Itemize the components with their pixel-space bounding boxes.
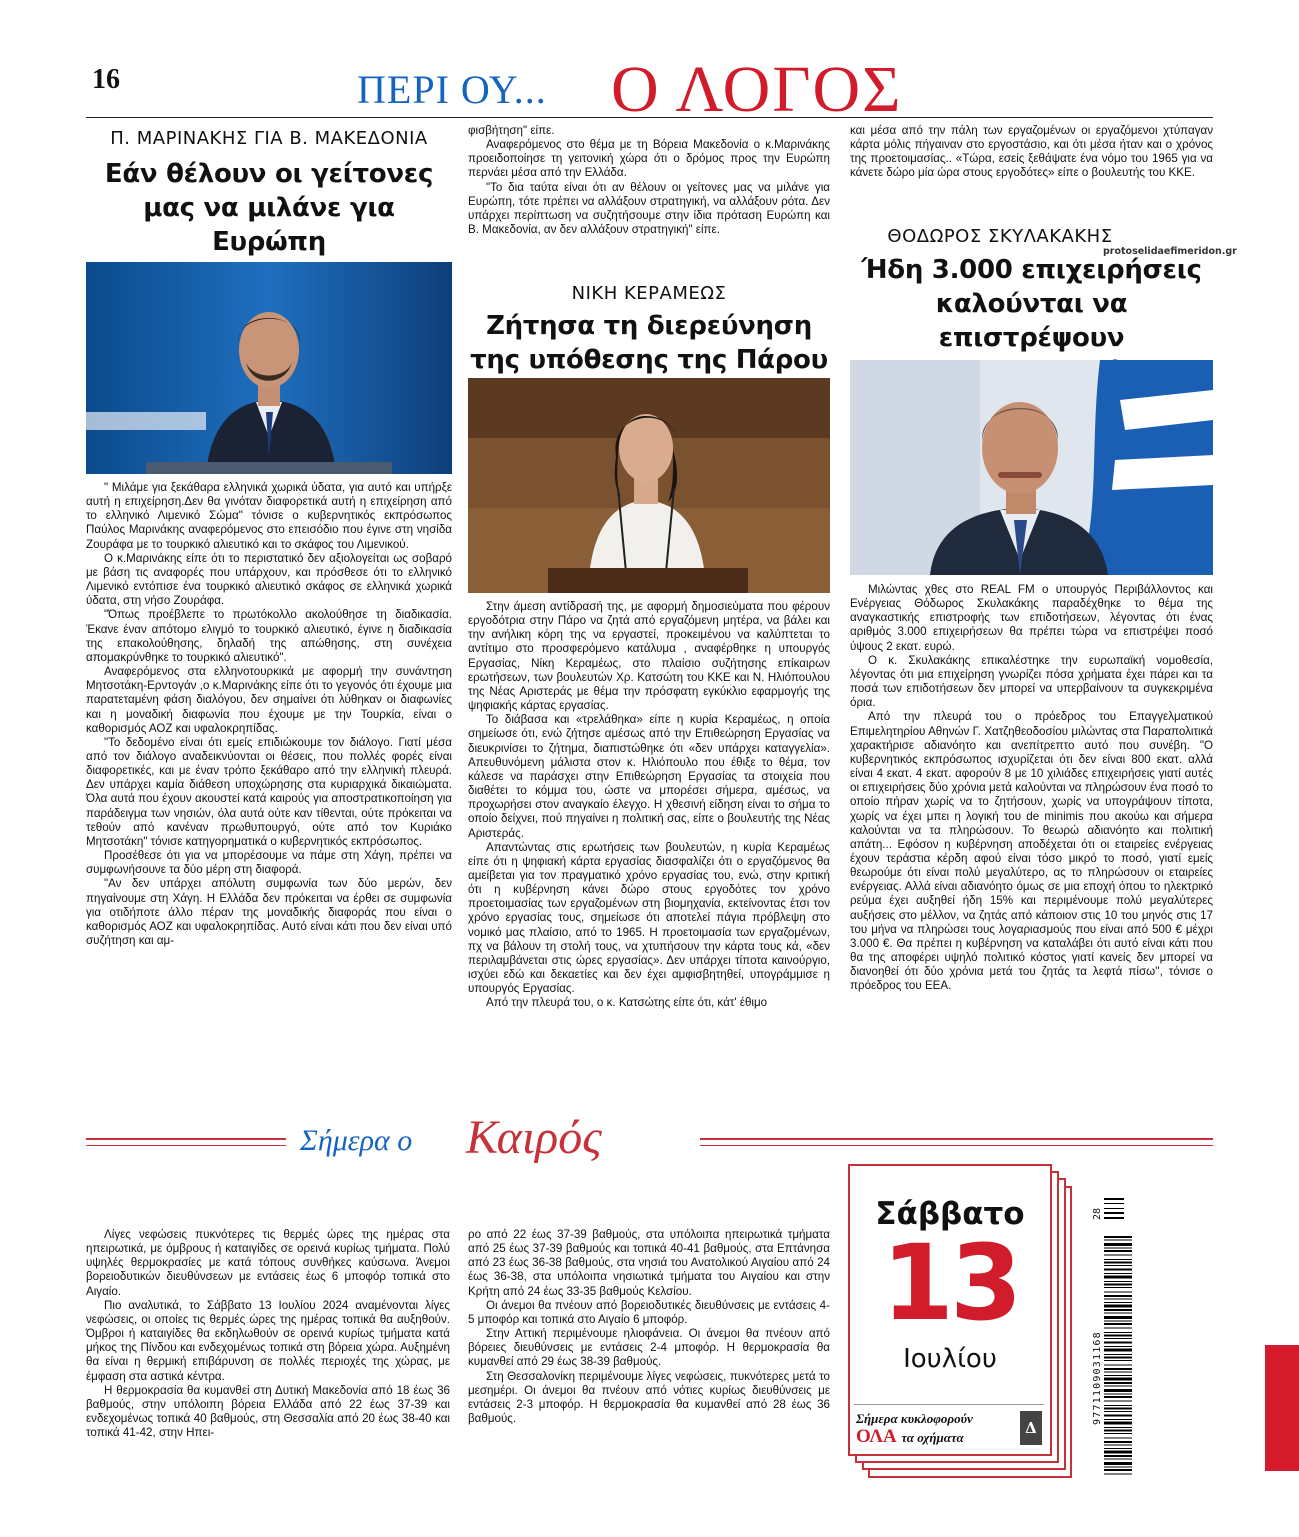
article3-paragraph: Από την πλευρά του ο πρόεδρος του Επαγγελματικού Επιμελητηρίου Αθηνών Γ. Χατζηθεοδοσίου μιλώντας στα Παραπολιτικά χαρακτήρισε αδιανόητο και ανεπίτρεπτο αυτό που συνέβη. "Ο κυβερνητικός εκπρόσωπος ισχυρίζεται ότι δεν είναι 800 εκατ. αλλά είναι 4 εκατ. 4 εκατ. αφορούν 8 με 10 χιλιάδες επιχειρήσεις γιατί αυτές οι επιχειρήσεις δύο χρόνια μετά καλούνται να πληρώσουν ένα ποσό το οποίο πήραν χωρίς να το ζητήσουν, χωρίς να υπογράψουν τίποτα, χωρίς να έχει μπει η λογική του de minimis που ακούω και σήμερα καλούνται να τα πληρώσουν. Το θεωρώ αδιανόητο και πολιτική απάτη... Εφόσον η κυβέρνηση αποδέχεται ότι οι εταιρείες ενέργειας έχουν τεράστια κέρδη αφού είναι τόσο μικρό το ποσό, γιατί εμείς θεωρούμε ότι είναι πολύ μεγαλύτερο, ας το πληρώσουν οι εταιρείες ενέργειας. Αλλά είναι αδιανόητο όμως σε μια εποχή όπου το ηλεκτρικό ρεύμα έχει αυξηθεί ήδη 15% και περιμένουμε πολύ μεγαλύτερες αυξήσεις στο μέλλον, να ζητάς από κάποιον στις 10 του μηνός στις 17 του μήνα να πληρώσει τους λογαριασμούς που είναι από 500 € μέχρι 3.000 €. Θα πρέπει η κυβέρνηση να καταλάβει ότι αυτό είναι κάτι που θα της αποφέρει υψηλό πολιτικό κόστος γιατί κανείς δεν μπορεί να διανοηθεί ότι δύο χρόνια μετά του ζητάς τα λεφτά πίσω'', τόνισε ο πρόεδρος του ΕΕΑ. — [850, 710, 1213, 993]
barcode-bar — [1104, 1335, 1132, 1337]
barcode-bar — [1104, 1269, 1132, 1271]
barcode-bar — [1104, 1292, 1132, 1293]
article1-kicker: Π. ΜΑΡΙΝΑΚΗΣ ΓΙΑ Β. ΜΑΚΕΔΟΝΙΑ — [110, 128, 428, 149]
weather-title-prefix: Σήμερα ο — [300, 1124, 413, 1157]
article1-paragraph: " Μιλάμε για ξεκάθαρα ελληνικά χωρικά ύδατα, για αυτό και υπήρξε αυτή η επιχείρηση.Δεν θα γινόταν διαφορετικά αυτή η επιχείρηση από το ελληνικό Λιμενικό Σώμα" τόνισε ο κυβερνητικός εκπρόσωπος Παύλος Μαρινάκης αναφερόμενος στο επεισόδιο που έγινε στη νησίδα Ζουράφα με το τουρκικό αλιευτικό και το σκάφος του Λιμενικού. — [86, 481, 452, 551]
weather-paragraph: Πιο αναλυτικά, το Σάββατο 13 Ιουλίου 2024 αναμένονται λίγες νεφώσεις, οι οποίες τις θερμές ώρες της ημέρας τοπικά θα αυξηθούν. Όμβροι ή καταιγίδες θα εκδηλωθούν σε ορεινά κυρίως τμήματα κατά μήκος της Πίνδου και ενδεχομένως τοπικά στη βόρεια χώρα. Αυξημένη θα είναι η θερμική επιβάρυνση σε πολλές περιοχές της χώρας, με έμφαση στα αστικά κέντρα. — [86, 1298, 450, 1383]
barcode-bar — [1104, 1323, 1132, 1325]
barcode-bar — [1104, 1338, 1132, 1339]
section-side-tab — [1265, 1345, 1299, 1471]
barcode-bar — [1104, 1419, 1132, 1420]
masthead-title: Ο ΛΟΓΟΣ — [611, 53, 903, 126]
article2-continuation — [850, 124, 1213, 181]
barcode-bar — [1104, 1248, 1132, 1249]
barcode-bar — [1104, 1259, 1132, 1260]
barcode-bar — [1104, 1386, 1132, 1387]
calendar-promo-line2 — [856, 1426, 964, 1448]
calendar-day: Σάββατο — [875, 1196, 1025, 1232]
barcode-bar — [1104, 1243, 1132, 1246]
barcode-bar — [1104, 1302, 1132, 1303]
article1-paragraph: "Αν δεν υπάρχει απόλυτη συμφωνία των δύο μερών, δεν πηγαίνουμε στη Χάγη. Η Ελλάδα δεν πρόκειται να έρθει σε συμφωνία για οτιδήποτε άλλο πέραν της μοναδικής διαφοράς που είναι ο καθορισμός ΑΟΖ και υφαλοκρηπίδας. Αυτό είναι κάτι που δεν είναι υπό συζήτηση και αμ- — [86, 877, 452, 947]
article1-headline-line: Εάν θέλουν οι γείτονες — [104, 159, 434, 189]
barcode-bar — [1104, 1415, 1132, 1417]
skylakakis-portrait-image — [850, 360, 1213, 575]
barcode-bar — [1104, 1265, 1132, 1266]
weather-paragraph: ρο από 22 έως 37-39 βαθμούς, στα υπόλοιπα ηπειρωτικά τμήματα από 25 έως 37-39 βαθμούς και τοπικά 40-41 βαθμούς, στα Επτάνησα από 23 έως 36-38 βαθμούς, στα νησιά του Ανατολικού Αιγαίου από 24 έως 36-38, στα υπόλοιπα νησιωτικά τμήματα του Αιγαίου και στην Κρήτη από 24 έως 33-35 βαθμούς Κελσίου. — [468, 1228, 830, 1298]
barcode-bar — [1104, 1305, 1132, 1308]
barcode-bar — [1104, 1313, 1132, 1314]
barcode-bar — [1104, 1422, 1132, 1425]
article1-body-col2 — [468, 124, 830, 237]
barcode-bar — [1104, 1262, 1132, 1264]
barcode-bar — [1104, 1316, 1132, 1319]
article2-kicker: ΝΙΚΗ ΚΕΡΑΜΕΩΣ — [571, 283, 727, 304]
barcode-bar — [1104, 1378, 1132, 1381]
barcode-bar — [1104, 1411, 1132, 1412]
barcode-bar — [1104, 1469, 1132, 1471]
barcode-bar — [1104, 1451, 1132, 1454]
barcode-digits-column — [1092, 1196, 1104, 1478]
article1-paragraph: Αναφερόμενος στα ελληνοτουρκικά με αφορμή την συνάντηση Μητσοτάκη-Ερντογάν ,ο κ.Μαρινάκης είπε ότι το γεγονός ότι έχουμε μια παρατεταμένη φάση διαλόγου, δεν σημαίνει ότι λύθηκαν οι διαφωνίες και η μοναδική διαφωνία που έχουμε με την Τουρκία, είναι ο καθορισμός ΑΟΖ και υφαλοκρηπίδας. — [86, 665, 452, 735]
calendar-front-sheet — [848, 1164, 1052, 1456]
masthead-rule — [86, 117, 1213, 118]
article2-headline-line: της υπόθεσης της Πάρου — [470, 345, 828, 375]
barcode-bar — [1104, 1448, 1132, 1449]
weather-body-col1 — [86, 1228, 450, 1440]
article3-paragraph: Μιλώντας χθες στο REAL FM ο υπουργός Περιβάλλοντος και Ενέργειας Θόδωρος Σκυλακάκης παραδέχθηκε το θέμα της αναγκαστικής επιστροφής των επιδοτήσεων, λέγοντας ότι ένας αριθμός 3.000 επιχειρήσεων θα πρέπει τώρα να επιστρέψει ποσό ύψους 2 εκατ. ευρώ. — [850, 583, 1213, 653]
barcode-bar — [1104, 1284, 1132, 1286]
calendar-promo-suffix: τα οχήματα — [901, 1430, 964, 1445]
article1-paragraph: Προσέθεσε ότι για να μπορέσουμε να πάμε στη Χάγη, πρέπει να συμφωνήσουνε τα δύο μέρη στη διαφορά. — [86, 849, 452, 877]
article1-paragraph: "Το δια ταύτα είναι ότι αν θέλουν οι γείτονες μας να μιλάνε για Ευρώπη, τότε πρέπει να αλλάξουν στρατηγική, να αλλάξουν ρότα. Δεν υπάρχει περίπτωση να συζητήσουμε στην ίδια πρόταση Ευρώπη και Β. Μακεδονία, αν δεν αλλάξουν στρατηγική" είπε. — [468, 180, 830, 237]
article2-photo — [468, 378, 830, 593]
barcode-bar — [1104, 1299, 1132, 1300]
calendar-promo-line1: Σήμερα κυκλοφορούν — [856, 1411, 973, 1426]
barcode-bar — [1104, 1462, 1132, 1465]
barcode-bar — [1104, 1255, 1132, 1256]
barcode-bar — [1104, 1349, 1132, 1352]
barcode-bar — [1104, 1276, 1132, 1279]
marinakis-portrait-image — [86, 262, 452, 474]
article2-body — [468, 600, 830, 1011]
barcode-bar — [1104, 1309, 1132, 1311]
article1-headline-line: μας να μιλάνε για Ευρώπη — [143, 193, 395, 257]
barcode-bar — [1104, 1217, 1124, 1219]
weather-rule-right-thin — [700, 1145, 1213, 1146]
barcode — [1092, 1196, 1132, 1478]
barcode-bar — [1104, 1203, 1124, 1204]
weather-rule-left — [86, 1138, 286, 1140]
barcode-bar — [1104, 1332, 1132, 1333]
barcode-bar — [1104, 1357, 1132, 1359]
barcode-bar — [1104, 1287, 1132, 1288]
barcode-bars-image — [1104, 1196, 1132, 1478]
weather-paragraph: Στη Θεσσαλονίκη περιμένουμε λίγες νεφώσεις, πυκνότερες μετά το μεσημέρι. Οι άνεμοι θα πνέουν από νότιες κυρίως διευθύνσεις με εντάσεις 2-3 μποφόρ. Η θερμοκρασία θα κυμανθεί από 28 έως 36 βαθμούς. — [468, 1369, 830, 1426]
barcode-bar — [1104, 1281, 1132, 1282]
barcode-bar — [1104, 1433, 1132, 1434]
publisher-logo-icon: Δ — [1020, 1411, 1042, 1445]
article3-kicker: ΘΟΔΩΡΟΣ ΣΚΥΛΑΚΑΚΗΣ — [887, 226, 1113, 247]
barcode-bar — [1104, 1459, 1132, 1460]
calendar-promo-emphasis: ΟΛΑ — [856, 1426, 897, 1447]
barcode-bar — [1104, 1405, 1132, 1406]
weather-rule-right — [700, 1138, 1213, 1140]
calendar-promo — [854, 1404, 1044, 1449]
barcode-bar — [1104, 1236, 1132, 1238]
weather-body-col2 — [468, 1228, 830, 1426]
kerameos-portrait-image — [468, 378, 830, 593]
article3-body — [850, 583, 1213, 994]
barcode-bar — [1104, 1455, 1132, 1457]
barcode-bar — [1104, 1208, 1124, 1209]
article1-body-col1 — [86, 481, 452, 948]
calendar-date: 13 — [881, 1222, 1019, 1344]
watermark-text: protoselidaefimeridon.gr — [1103, 246, 1237, 257]
article3-headline-line: καλούνται να επιστρέψουν — [935, 289, 1128, 353]
barcode-bar — [1104, 1328, 1132, 1329]
weather-paragraph: Λίγες νεφώσεις πυκνότερες τις θερμές ώρες της ημέρας στα ηπειρωτικά, με όμβρους ή καταιγίδες σε ορεινά κυρίως τμήματα. Πολύ υψηλές θερμοκρασίες με κατά τόπους συνθήκες καύσωνα. Άνεμοι βορειοδυτικών διευθύνσεων με εντάσεις έως 6 μποφόρ τοπικά στο Αιγαίο. — [86, 1228, 450, 1298]
weather-rule-left-thin — [86, 1145, 286, 1146]
barcode-bar — [1104, 1372, 1132, 1373]
page-number: 16 — [92, 64, 120, 95]
barcode-bar — [1104, 1360, 1132, 1361]
article2-headline — [468, 309, 830, 377]
weather-paragraph: Η θερμοκρασία θα κυμανθεί στη Δυτική Μακεδονία από 18 έως 36 βαθμούς, στην υπόλοιπη βόρεια Ελλάδα από 22 έως 37-39 και ενδεχομένως τοπικά 40 βαθμούς, στη Θεσσαλία από 20 έως 38-40 και τοπικά 41-42, στην Ηπει- — [86, 1383, 450, 1440]
article3-paragraph: Ο κ. Σκυλακάκης επικαλέστηκε την ευρωπαϊκή νομοθεσία, λέγοντας ότι μια επιχείρηση γνωρίζει πόσα χρήματα έχει πάρει και τα ποσά των επιδοτήσεων δεν μπορεί να υπερβαίνουν τα συγκεκριμένα όρια. — [850, 653, 1213, 710]
barcode-bar — [1104, 1273, 1132, 1274]
barcode-bar — [1104, 1438, 1132, 1439]
barcode-digits: 9771109031168 — [1092, 1331, 1103, 1425]
article3-photo — [850, 360, 1213, 575]
calendar-month: Ιουλίου — [903, 1344, 997, 1374]
barcode-bar — [1104, 1389, 1132, 1392]
barcode-bar — [1104, 1382, 1132, 1384]
article2-continuation-paragraph: και μέσα από την πάλη των εργαζομένων οι εργαζόμενοι χτύπαγαν κάρτα μόλις πήγαιναν στο εργοστάσιο, και ότι μέσα ήταν και ο χρόνος της προετοιμασίας.. «Τώρα, εσείς ξεθάψατε ένα νόμο του 1965 για να κάνετε δώρο μία ώρα στους εργοδότες» είπε ο βουλευτής του ΚΚΕ. — [850, 124, 1213, 180]
barcode-bar — [1104, 1396, 1132, 1398]
weather-paragraph: Οι άνεμοι θα πνέουν από βορειοδυτικές διευθύνσεις με εντάσεις 4-5 μποφόρ και τοπικά στο Αιγαίο 6 μποφόρ. — [468, 1298, 830, 1326]
barcode-bar — [1104, 1198, 1124, 1200]
weather-title: Καιρός — [466, 1111, 602, 1164]
article2-paragraph: Το διάβασα και «τρελάθηκα» είπε η κυρία Κεραμέως, η οποία σημείωσε ότι, ενώ ζήτησε αμέσως από την Επιθεώρηση Εργασίας να διευκρινίσει το ζήτημα, διαπιστώθηκε ότι «δεν υπάρχει καταγγελία». Απευθυνόμενη μάλιστα στον κ. Ηλιόπουλο που έθιξε το θέμα, τον κάλεσε να παράσχει στην Επιθεώρηση Εργασίας τα στοιχεία που διαθέτει το κόμμα του, ώστε να μπορέσει σήμερα, αμέσως, να προχωρήσει στον αναγκαίο έλεγχο. Η χθεσινή είδηση είναι το σήμα το οποίο δείχνει, πού πηγαίνει η πολιτική σας, είπε ο βουλευτής της Νέας Αριστεράς. — [468, 713, 830, 840]
article3-headline-line: Ήδη 3.000 επιχειρήσεις — [861, 255, 1202, 285]
weather-paragraph: Στην Αττική περιμένουμε ηλιοφάνεια. Οι άνεμοι θα πνέουν από βόρειες διευθύνσεις με εντάσεις 2-4 μποφόρ. Η θερμοκρασία θα κυμανθεί από 29 έως 38-39 βαθμούς. — [468, 1327, 830, 1369]
barcode-addon-digits: 28 — [1092, 1207, 1103, 1220]
article2-paragraph: Απαντώντας στις ερωτήσεις των βουλευτών, η κυρία Κεραμέως είπε ότι η ψηφιακή κάρτα εργασίας διασφαλίζει ότι ο εργαζόμενος θα αμείβεται για τον πραγματικό χρόνο εργασίας του, ενώ, στην κριτική ότι η κυβέρνηση κάνει δώρο στους εργοδότες τον χρόνο προετοιμασίας των εργαζομένων στη βιομηχανία, εκτείνοντας έτσι τον χρόνο εργασίας τους, σημείωσε ότι αποτελεί πάγια πρόβλεψη στο νομικό μας πλαίσιο, από το 1965. Η προετοιμασία των εργαζομένων, πχ να βάλουν τη στολή τους, να χτυπήσουν την κάρτα τους κά, «δεν περιλαμβάνεται στις ώρες εργασίας». Δεν υπάρχει τίποτα καινούργιο, ισχύει εδώ και δεκαετίες και δεν έχει αμφισβητηθεί, υπογράμμισε η υπουργός Εργασίας. — [468, 840, 830, 996]
barcode-bar — [1104, 1445, 1132, 1446]
article1-paragraph: "Όπως προέβλεπε το πρωτόκολλο ακολούθησε τη διαδικασία. Έκανε έναν απότομο ελιγμό το τουρκικό αλιευτικό, έγινε η διαδικασία της επακολούθησης, δηλαδή της απώθησης, στη συνέχεια απομακρύνθηκε το τουρκικό αλιευτικό". — [86, 608, 452, 664]
barcode-bar — [1104, 1295, 1132, 1297]
article1-paragraph: Αναφερόμενος στο θέμα με τη Βόρεια Μακεδονία ο κ.Μαρινάκης προειδοποίησε τη γειτονική χώρα ότι ο δρόμος προς την Ευρώπη περνάει μέσα από την Ελλάδα. — [468, 138, 830, 180]
article1-paragraph: φισβήτηση" είπε. — [468, 124, 555, 137]
barcode-bar — [1104, 1240, 1132, 1241]
barcode-bar — [1104, 1250, 1132, 1252]
article2-paragraph: Από την πλευρά του, ο κ. Κατσώτης είπε ότι, κάτ' έθιμο — [486, 996, 768, 1010]
barcode-bar — [1104, 1441, 1132, 1443]
barcode-bar — [1104, 1474, 1132, 1475]
barcode-bar — [1104, 1354, 1132, 1355]
barcode-bar — [1104, 1342, 1132, 1344]
barcode-bar — [1104, 1365, 1132, 1366]
barcode-bar — [1104, 1408, 1132, 1410]
masthead-prefix: ΠΕΡΙ ΟΥ... — [357, 67, 547, 112]
article2-paragraph: Στην άμεση αντίδρασή της, με αφορμή δημοσιεύματα που φέρουν εργοδότρια στην Πάρο να ζητά από εργαζόμενη μητέρα, να βάλει και την ανήλικη κόρη της να εργαστεί, προκειμένου να καλύπτεται το αντίτιμο στο προσφερόμενο κατάλυμα , αναφέρθηκε η υπουργός Εργασίας, Νίκη Κεραμέως, στο πλαίσιο συζήτησης επίκαιρων ερωτήσεων, των βουλευτών Χρ. Κατσώτη του ΚΚΕ και Ν. Ηλιόπουλου της Νέας Αριστεράς με θέμα την πρόσφατη εγκύκλιο εφαρμογής της ψηφιακής κάρτας εργασίας. — [468, 600, 830, 713]
barcode-bar — [1104, 1467, 1132, 1468]
barcode-bar — [1104, 1375, 1132, 1376]
article1-paragraph: Ο κ.Μαρινάκης είπε ότι το περιστατικό δεν αξιολογείται ως σοβαρό με βάση τις αναφορές που υπάρχουν, και πρόσθεσε ότι το ελληνικό Λιμενικό εντόπισε ένα τουρκικό αλιευτικό σκάφος σε ελληνικά χωρικά ύδατα, στη νήσο Ζουράφα. — [86, 551, 452, 608]
barcode-bar — [1104, 1346, 1132, 1347]
article1-photo — [86, 262, 452, 474]
barcode-bar — [1104, 1394, 1132, 1395]
barcode-bar — [1104, 1427, 1132, 1428]
barcode-bar — [1104, 1321, 1132, 1322]
article1-paragraph: "Το δεδομένο είναι ότι εμείς επιδιώκουμε τον διάλογο. Γιατί μέσα από τον διάλογο αναδεικνύονται οι θέσεις, που πολλές φορές είναι διαφορετικές, και με έναν τρόπο ξεκάθαρο από την ελληνική πλευρά. Δεν υπάρχει καμία διάθεση υποχώρησης στα κυριαρχικά δικαιώματα. Όλα αυτά που έχουν ακουστεί κατά καιρούς για αποστρατικοποίηση για παράδειγμα των νησιών, όλα αυτά ούτε καν τίθενται, ούτε πρόκειται να τεθούν από κανέναν πρωθυπουργό, ούτε από τον Κυριάκο Μητσοτάκη" τόνισε κατηγορηματικά ο κυβερνητικός εκπρόσωπος. — [86, 735, 452, 848]
barcode-bar — [1104, 1212, 1124, 1214]
barcode-bar — [1104, 1368, 1132, 1370]
barcode-bar — [1104, 1430, 1132, 1432]
article2-headline-line: Ζήτησα τη διερεύνηση — [486, 311, 812, 341]
barcode-bar — [1104, 1401, 1132, 1402]
